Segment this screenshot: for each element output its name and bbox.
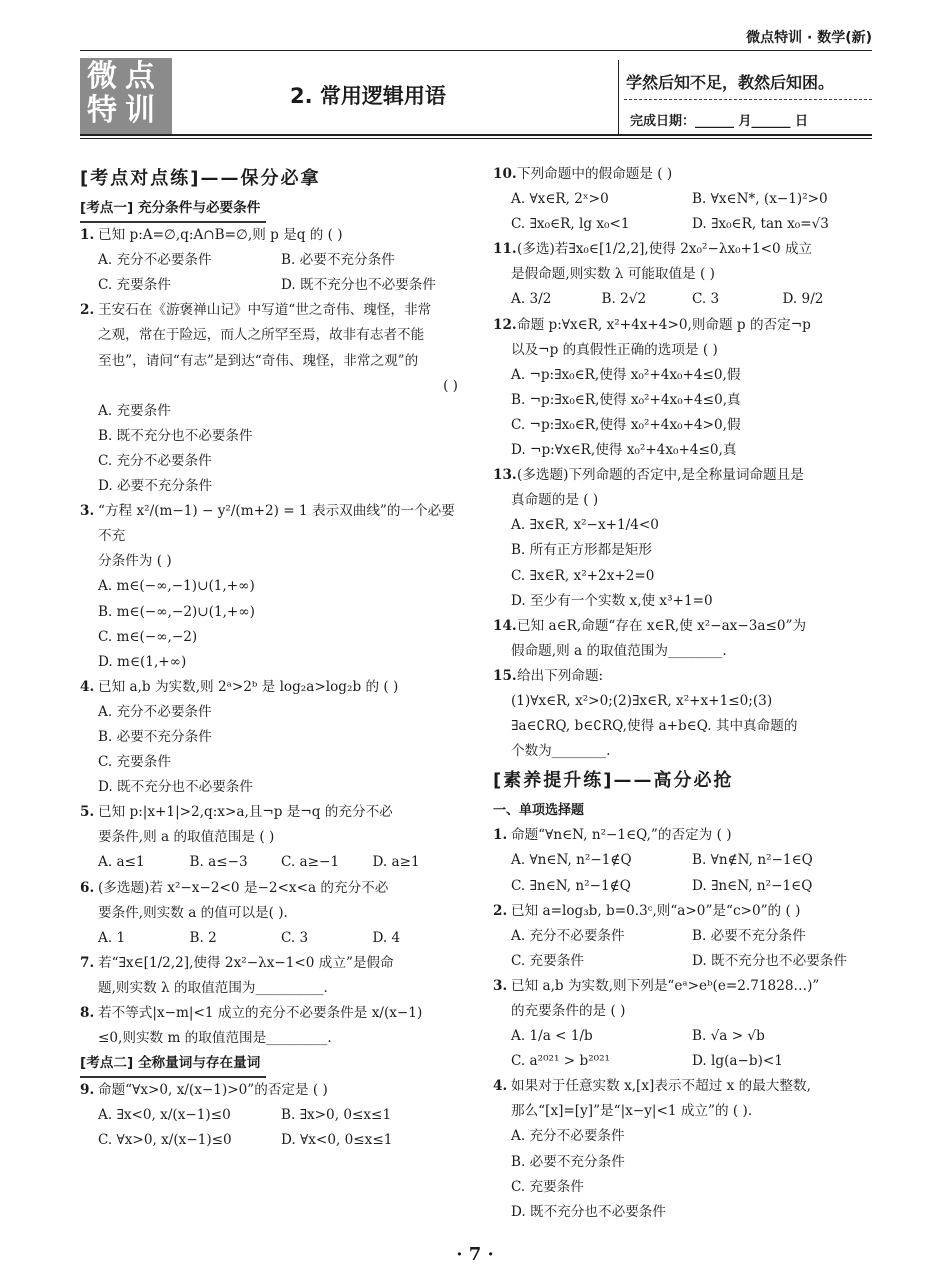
option: C. ∃x∈R, x²+2x+2=0 <box>511 567 655 584</box>
header-divider <box>618 60 619 134</box>
question-7: 7. 若“∃x∈[1/2,2],使得 2x²−λx−1<0 成立”是假命 <box>80 954 394 971</box>
question-2: 2. 王安石在《游褒禅山记》中写道“世之奇伟、瑰怪，非常 <box>80 302 432 319</box>
section-title: [素养提升练]——高分必抢 <box>493 770 734 792</box>
question-14: 14. 已知 a∈R,命题“存在 x∈R,使 x²−ax−3a≤0”为 <box>493 617 807 634</box>
question-text: (1)∀x∈R, x²>0;(2)∃x∈R, x²+x+1≤0;(3) <box>511 692 773 709</box>
options: C. ∀x>0, x/(x−1)≤0 D. ∀x<0, 0≤x≤1 <box>98 1132 393 1149</box>
section-title: [考点对点练]——保分必拿 <box>80 168 321 189</box>
options: A. 1 B. 2 C. 3 D. 4 <box>98 929 401 946</box>
question-4: 4. 已知 a,b 为实数,则 2ᵃ>2ᵇ 是 log₂a>log₂b 的 ( ) <box>80 678 399 695</box>
option: A. m∈(−∞,−1)∪(1,+∞) <box>98 578 255 595</box>
logo: 微点 特训 <box>80 58 172 134</box>
question-text: 要条件,则 a 的取值范围是 ( ) <box>98 829 275 846</box>
answer-bracket: ( ) <box>443 377 458 394</box>
right-column <box>493 162 873 1225</box>
practice-3: 3. 已知 a,b 为实数,则下列是“eᵃ>eᵇ(e=2.71828…)” <box>493 977 820 994</box>
option: B. 所有正方形都是矩形 <box>511 542 652 559</box>
practice-2: 2. 已知 a=log₃b, b=0.3ᶜ,则“a>0”是“c>0”的 ( ) <box>493 902 801 919</box>
question-text: 个数为________. <box>511 743 611 760</box>
header-rule <box>80 50 872 51</box>
question-9: 9. 命题“∀x>0, x/(x−1)>0”的否定是 ( ) <box>80 1082 328 1099</box>
topic-heading: [考点一] 充分条件与必要条件 <box>80 196 266 223</box>
question-12: 12. 命题 p:∀x∈R, x²+4x+4>0,则命题 p 的否定¬p <box>493 316 811 333</box>
option: A. 充分不必要条件 <box>98 703 212 720</box>
option: B. ¬p:∃x₀∈R,使得 x₀²+4x₀+4≤0,真 <box>511 391 741 408</box>
options: C. a²⁰²¹ > b²⁰²¹ D. lg(a−b)<1 <box>511 1053 783 1070</box>
options: A. 1/a < 1/b B. √a > √b <box>511 1028 765 1045</box>
question-13: 13. (多选题)下列命题的否定中,是全称量词命题且是 <box>493 467 804 484</box>
options: A. a≤1 B. a≤−3 C. a≥−1 D. a≥1 <box>98 854 420 871</box>
option: C. ¬p:∃x₀∈R,使得 x₀²+4x₀+4>0,假 <box>511 416 741 433</box>
topic-heading: [考点二] 全称量词与存在量词 <box>80 1051 266 1078</box>
practice-4: 4. 如果对于任意实数 x,[x]表示不超过 x 的最大整数, <box>493 1078 811 1095</box>
options: C. 充要条件 D. 既不充分也不必要条件 <box>511 952 847 969</box>
option: B. 既不充分也不必要条件 <box>98 427 253 444</box>
option: D. ¬p:∀x∈R,使得 x₀²+4x₀+4≤0,真 <box>511 442 737 459</box>
options: A. 3/2 B. 2√2 C. 3 D. 9/2 <box>511 291 824 308</box>
question-text: 假命题,则 a 的取值范围为________. <box>511 642 727 659</box>
option: D. 既不充分也不必要条件 <box>511 1203 666 1220</box>
option: B. 必要不充分条件 <box>511 1153 625 1170</box>
option: C. 充要条件 <box>98 754 171 771</box>
question-text: ≤0,则实数 m 的取值范围是_________. <box>98 1030 332 1047</box>
question-text: ∃a∈∁RQ, b∈∁RQ,使得 a+b∈Q. 其中真命题的 <box>511 718 798 735</box>
dashed-divider <box>624 99 872 100</box>
question-11: 11. (多选)若∃x₀∈[1/2,2],使得 2x₀²−λx₀+1<0 成立 <box>493 241 813 258</box>
option: A. 充分不必要条件 <box>511 1128 625 1145</box>
question-text: 题,则实数 λ 的取值范围为__________. <box>98 979 328 996</box>
question-text: 是假命题,则实数 λ 可能取值是 ( ) <box>511 266 715 283</box>
question-1: 1. 已知 p:A=∅,q:A∩B=∅,则 p 是q 的 ( ) <box>80 227 343 244</box>
option: A. ∃x∈R, x²−x+1/4<0 <box>511 517 659 534</box>
question-text: 之观，常在于险远，而人之所罕至焉，故非有志者不能 <box>98 327 425 344</box>
question-10: 10. 下列命题中的假命题是 ( ) <box>493 166 673 182</box>
option: C. m∈(−∞,−2) <box>98 628 198 645</box>
page-title: 2. 常用逻辑用语 <box>290 84 446 108</box>
series-header: 微点特训 · 数学(新) <box>746 30 872 46</box>
option: B. m∈(−∞,−2)∪(1,+∞) <box>98 603 255 620</box>
option: A. 充要条件 <box>98 402 171 419</box>
options: C. ∃x₀∈R, lg x₀<1 D. ∃x₀∈R, tan x₀=√3 <box>511 216 829 233</box>
options: C. ∃n∈N, n²−1∉Q D. ∃n∈N, n²−1∈Q <box>511 877 813 894</box>
practice-1: 1. 命题“∀n∈N, n²−1∈Q,”的否定为 ( ) <box>493 827 732 844</box>
options: A. ∀n∈N, n²−1∉Q B. ∀n∉N, n²−1∈Q <box>511 852 813 869</box>
question-8: 8. 若不等式|x−m|<1 成立的充分不必要条件是 x/(x−1) <box>80 1005 423 1021</box>
question-text: 至也”，请问“有志”是到达“奇伟、瑰怪，非常之观”的 <box>98 352 419 369</box>
question-text: 以及¬p 的真假性正确的选项是 ( ) <box>511 341 718 358</box>
options: A. 充分不必要条件 B. 必要不充分条件 <box>511 927 806 944</box>
question-text: 的充要条件的是 ( ) <box>511 1003 626 1019</box>
question-6: 6. (多选题)若 x²−x−2<0 是−2<x<a 的充分不必 <box>80 879 389 896</box>
option: A. ¬p:∃x₀∈R,使得 x₀²+4x₀+4≤0,假 <box>511 366 741 383</box>
header-bottom-rule-thin <box>80 138 872 139</box>
option: D. m∈(1,+∞) <box>98 653 187 670</box>
header-bottom-rule <box>80 134 872 136</box>
options: C. 充要条件 D. 既不充分也不必要条件 <box>98 277 436 294</box>
part-heading: 一、单项选择题 <box>493 803 585 819</box>
question-5: 5. 已知 p:|x+1|>2,q:x>a,且¬p 是¬q 的充分不必 <box>80 804 393 821</box>
option: D. 必要不充分条件 <box>98 478 213 495</box>
options: A. 充分不必要条件 B. 必要不充分条件 <box>98 252 395 269</box>
option: D. 既不充分也不必要条件 <box>98 779 253 796</box>
question-text: 分条件为 ( ) <box>98 553 172 570</box>
question-15: 15. 给出下列命题: <box>493 667 604 684</box>
question-text: 真命题的是 ( ) <box>511 492 599 509</box>
option: C. 充分不必要条件 <box>98 452 212 469</box>
left-column <box>80 162 464 1154</box>
motto: 学然后知不足，教然后知困。 <box>626 73 835 92</box>
page-number: · 7 · <box>456 1244 494 1265</box>
options: A. ∃x<0, x/(x−1)≤0 B. ∃x>0, 0≤x≤1 <box>98 1107 392 1124</box>
option: D. 至少有一个实数 x,使 x³+1=0 <box>511 592 713 609</box>
question-text: 那么“[x]=[y]”是“|x−y|<1 成立”的 ( ). <box>511 1103 753 1120</box>
options: A. ∀x∈R, 2ˣ>0 B. ∀x∈N*, (x−1)²>0 <box>511 191 828 208</box>
question-text: 要条件,则实数 a 的值可以是( ). <box>98 904 288 921</box>
completion-date: 完成日期：______ 月______ 日 <box>630 114 809 129</box>
question-3: 3. “方程 x²/(m−1) − y²/(m+2) = 1 表示双曲线”的一个必要不充 <box>80 503 455 545</box>
option: B. 必要不充分条件 <box>98 728 212 745</box>
option: C. 充要条件 <box>511 1178 584 1195</box>
